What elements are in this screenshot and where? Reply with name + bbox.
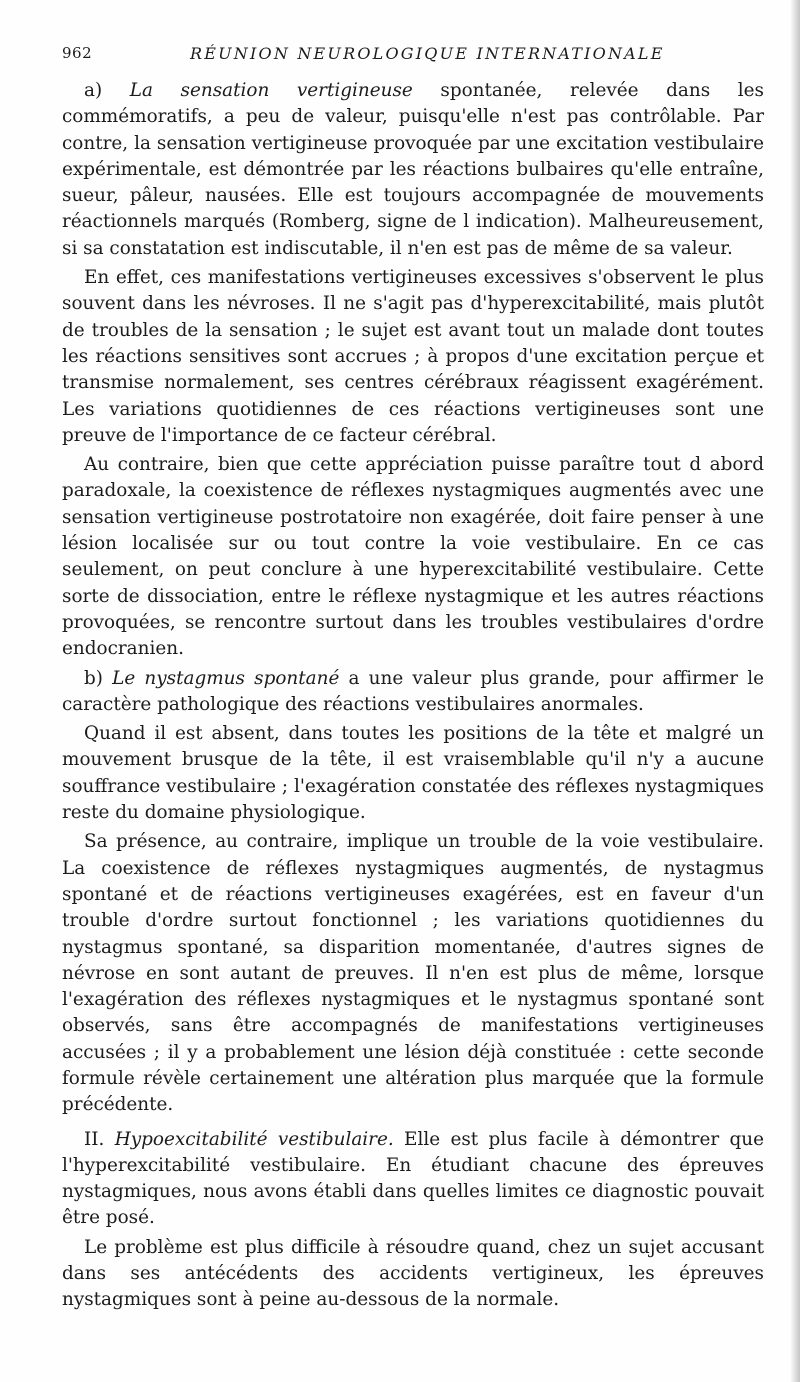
paragraph-hypoexcitabilite xyxy=(62,1127,764,1232)
paragraph-text: Elle est plus facile à démontrer que l'hyperexcitabilité vestibulaire. En étudiant chacune des épreuves nystagmiques, nous avons établi dans quelles limites ce diagnostic pouvait être posé. xyxy=(62,1128,764,1229)
paragraph-sensation-vertigineuse xyxy=(62,78,764,262)
page-edge-shadow xyxy=(790,0,800,1382)
paragraph-en-effet: En effet, ces manifestations vertigineuses excessives s'observent le plus souvent dans les névroses. Il ne s'agit pas d'hyperexcitabilité, mais plutôt de troubles de la sensation ; le sujet est avant tout un malade dont toutes les réactions sensitives sont accrues ; à propos d'une excitation perçue et transmise normalement, ses centres cérébraux réagissent exagérément. Les variations quotidiennes de ces réactions vertigineuses sont une preuve de l'importance de ce facteur cérébral. xyxy=(62,267,764,446)
paragraph-sa-presence: Sa présence, au contraire, implique un trouble de la voie vestibulaire. La coexistence de réflexes nystagmiques augmentés, de nystagmus spontané et de réactions vertigineuses exagérées, est en faveur d'un trouble d'ordre surtout fonctionnel ; les variations quotidiennes du nystagmus spontané, sa disparition momentanée, d'autres signes de névrose en sont autant de preuves. Il n'en est plus de même, lorsque l'exagération des réflexes nystagmiques et le nystagmus spontané sont observés, sans être accompagnés de manifestations vertigineuses accusées ; il y a probablement une lésion déjà constituée : cette seconde formule révèle certainement une altération plus marquée que la formule précédente. xyxy=(62,831,764,1116)
section-marker: a) xyxy=(84,80,130,101)
paragraph-quand-absent: Quand il est absent, dans toutes les positions de la tête et malgré un mouvement brusque de la tête, il est vraisemblable qu'il n'y a aucune souffrance vestibulaire ; l'exagération constatée des réflexes nystagmiques reste du domaine physiologique. xyxy=(62,723,764,824)
page-header xyxy=(62,44,762,68)
paragraph-text: a une valeur plus grande, pour affirmer le caractère pathologique des réactions vestibulaires anormales. xyxy=(62,667,764,715)
body-text xyxy=(62,78,764,1317)
section-heading: Hypoexcitabilité vestibulaire. xyxy=(114,1128,394,1150)
paragraph-text: spontanée, relevée dans les commémoratifs, a peu de valeur, puisqu'elle n'est pas contrôlable. Par contre, la sensation vertigineuse provoquée par une excitation vestibulaire expérimentale, est démontrée par les réactions bulbaires qu'elle entraîne, sueur, pâleur, nausées. Elle est toujours accompagnée de mouvements réactionnels marqués (Romberg, signe de l indication). Malheureusement, si sa constatation est indiscutable, il n'en est pas de même de sa valeur. xyxy=(62,80,764,259)
section-marker: II. xyxy=(84,1128,115,1150)
running-title: RÉUNION NEUROLOGIQUE INTERNATIONALE xyxy=(190,44,665,63)
paragraph-nystagmus-spontane xyxy=(62,666,764,719)
section-heading: Le nystagmus spontané xyxy=(112,667,340,689)
paragraph-le-probleme: Le problème est plus difficile à résoudre quand, chez un sujet accusant dans ses antécédents des accidents vertigineux, les épreuves nystagmiques sont à peine au-dessous de la normale. xyxy=(62,1236,764,1311)
paragraph-au-contraire: Au contraire, bien que cette appréciation puisse paraître tout d abord paradoxale, la coexistence de réflexes nystagmiques augmentés avec une sensation vertigineuse postrotatoire non exagérée, doit faire penser à une lésion localisée sur ou tout contre la voie vestibulaire. En ce cas seulement, on peut conclure à une hyperexcitabilité vestibulaire. Cette sorte de dissociation, entre le réflexe nystagmique et les autres réactions provoquées, se rencontre surtout dans les troubles vestibulaires d'ordre endocranien. xyxy=(62,454,764,660)
section-heading: La sensation vertigineuse xyxy=(129,80,413,101)
section-marker: b) xyxy=(84,667,113,689)
page-number: 962 xyxy=(62,44,93,62)
